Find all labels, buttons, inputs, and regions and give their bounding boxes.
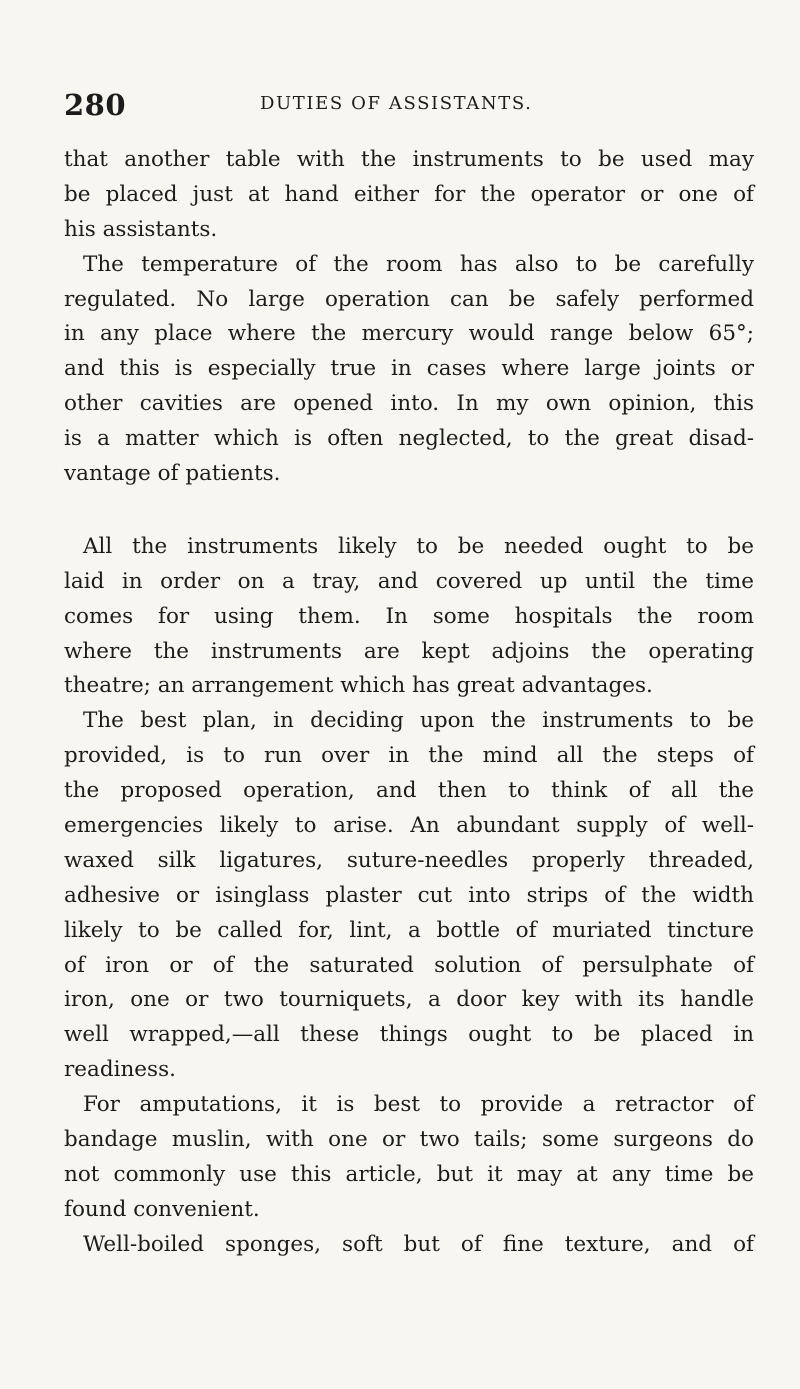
text-line: other cavities are opened into. In my own opinion, this xyxy=(64,391,754,417)
text-line: readiness. xyxy=(64,1057,176,1083)
running-head xyxy=(64,88,754,128)
text-line: his assistants. xyxy=(64,216,218,242)
text-line: be placed just at hand either for the operator or one of xyxy=(64,181,754,207)
paragraph xyxy=(64,530,754,704)
body-text xyxy=(64,143,754,1263)
text-line: vantage of patients. xyxy=(64,461,281,487)
text-line: theatre; an arrangement which has great advantages. xyxy=(64,673,653,699)
paragraph xyxy=(64,248,754,492)
paragraph xyxy=(64,143,754,248)
text-line: not commonly use this article, but it may at any time be xyxy=(64,1161,754,1187)
text-line: iron, one or two tourniquets, a door key with its handle xyxy=(64,987,754,1013)
paragraph xyxy=(64,1088,754,1228)
text-line: is a matter which is often neglected, to the great disad- xyxy=(64,426,754,452)
text-line: that another table with the instruments to be used may xyxy=(64,147,754,172)
text-line: found convenient. xyxy=(64,1196,260,1222)
text-line: Well-boiled sponges, soft but of fine texture, and of xyxy=(83,1231,754,1257)
text-line: All the instruments likely to be needed ought to be xyxy=(83,533,754,559)
text-line: adhesive or isinglass plaster cut into strips of the width xyxy=(64,882,754,908)
text-line: where the instruments are kept adjoins the operating xyxy=(64,638,754,664)
running-title: DUTIES OF ASSISTANTS. xyxy=(260,93,533,114)
text-line: comes for using them. In some hospitals the room xyxy=(64,603,754,629)
text-line: provided, is to run over in the mind all the steps of xyxy=(64,743,754,769)
text-line: The temperature of the room has also to be carefully xyxy=(83,251,754,277)
text-line: For amputations, it is best to provide a retractor of xyxy=(83,1092,754,1118)
text-line: well wrapped,—all these things ought to be placed in xyxy=(64,1022,754,1048)
text-line: laid in order on a tray, and covered up until the time xyxy=(64,568,754,594)
text-line: of iron or of the saturated solution of persulphate of xyxy=(64,952,754,978)
text-line: and this is especially true in cases where large joints or xyxy=(64,356,754,382)
text-line: waxed silk ligatures, suture-needles properly threaded, xyxy=(64,847,754,873)
paragraph xyxy=(64,704,754,1088)
text-line: likely to be called for, lint, a bottle of muriated tincture xyxy=(64,917,754,943)
text-line: emergencies likely to arise. An abundant supply of well- xyxy=(64,813,754,839)
text-line: The best plan, in deciding upon the instruments to be xyxy=(83,708,754,734)
text-line: regulated. No large operation can be safely performed xyxy=(64,286,754,312)
text-line: bandage muslin, with one or two tails; some surgeons do xyxy=(64,1127,754,1153)
text-line: the proposed operation, and then to think of all the xyxy=(64,778,754,804)
paragraph xyxy=(64,1228,754,1263)
text-line: in any place where the mercury would range below 65°; xyxy=(64,321,754,347)
section-gap xyxy=(64,492,754,530)
page-number: 280 xyxy=(64,88,127,122)
